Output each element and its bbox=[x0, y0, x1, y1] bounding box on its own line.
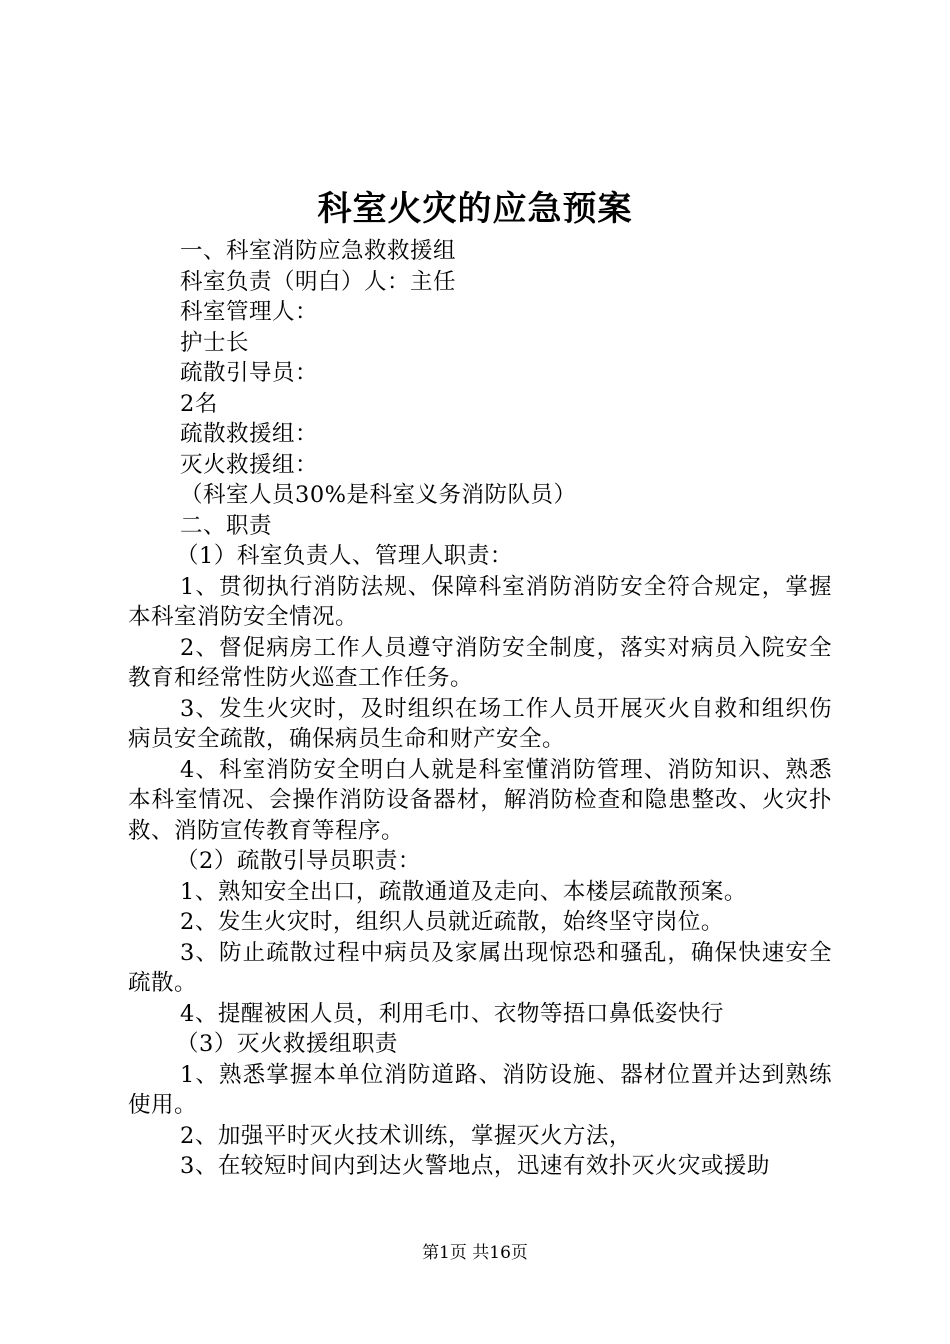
body-line: 科室管理人： bbox=[180, 299, 319, 325]
body-line: 疏散救援组： bbox=[180, 421, 319, 447]
paragraph: 4、提醒被困人员，利用毛巾、衣物等捂口鼻低姿快行 bbox=[180, 1000, 724, 1027]
paragraph: 3、在较短时间内到达火警地点，迅速有效扑灭火灾或援助 bbox=[180, 1153, 770, 1179]
body-line: 2名 bbox=[180, 390, 218, 417]
paragraph: 1、贯彻执行消防法规、保障科室消防消防安全符合规定，掌握本科室消防安全情况。 bbox=[128, 573, 832, 630]
paragraph: 2、督促病房工作人员遵守消防安全制度，落实对病员入院安全教育和经常性防火巡查工作任务。 bbox=[128, 634, 832, 691]
document-title: 科室火灾的应急预案 bbox=[317, 189, 633, 229]
body-line: 疏散引导员： bbox=[180, 360, 319, 386]
paragraph: 3、发生火灾时，及时组织在场工作人员开展灭火自救和组织伤病员安全疏散，确保病员生命和财产安全。 bbox=[128, 695, 832, 752]
subsection-heading: （1）科室负责人、管理人职责： bbox=[176, 543, 513, 569]
paragraph: 1、熟悉掌握本单位消防道路、消防设施、器材位置并达到熟练使用。 bbox=[128, 1061, 832, 1118]
paragraph: 1、熟知安全出口，疏散通道及走向、本楼层疏散预案。 bbox=[180, 878, 747, 905]
subsection-heading: （3）灭火救援组职责 bbox=[176, 1031, 398, 1057]
section-heading: 一、科室消防应急救救援组 bbox=[180, 238, 457, 264]
body-line: （科室人员30%是科室义务消防队员） bbox=[180, 482, 577, 508]
document-body bbox=[128, 236, 832, 1182]
section-heading: 二、职责 bbox=[180, 512, 273, 539]
body-line: 护士长 bbox=[180, 329, 250, 356]
paragraph: 4、科室消防安全明白人就是科室懂消防管理、消防知识、熟悉本科室情况、会操作消防设备器材，解消防检查和隐患整改、火灾扑救、消防宣传教育等程序。 bbox=[128, 756, 832, 844]
body-line: 科室负责（明白）人：主任 bbox=[180, 268, 457, 295]
paragraph: 3、防止疏散过程中病员及家属出现惊恐和骚乱，确保快速安全疏散。 bbox=[128, 939, 832, 996]
paragraph: 2、发生火灾时，组织人员就近疏散，始终坚守岗位。 bbox=[180, 909, 724, 935]
subsection-heading: （2）疏散引导员职责： bbox=[176, 848, 421, 874]
paragraph: 2、加强平时灭火技术训练，掌握灭火方法， bbox=[180, 1122, 632, 1149]
body-line: 灭火救援组： bbox=[180, 451, 319, 478]
page-footer: 第1页 共16页 bbox=[422, 1243, 528, 1263]
